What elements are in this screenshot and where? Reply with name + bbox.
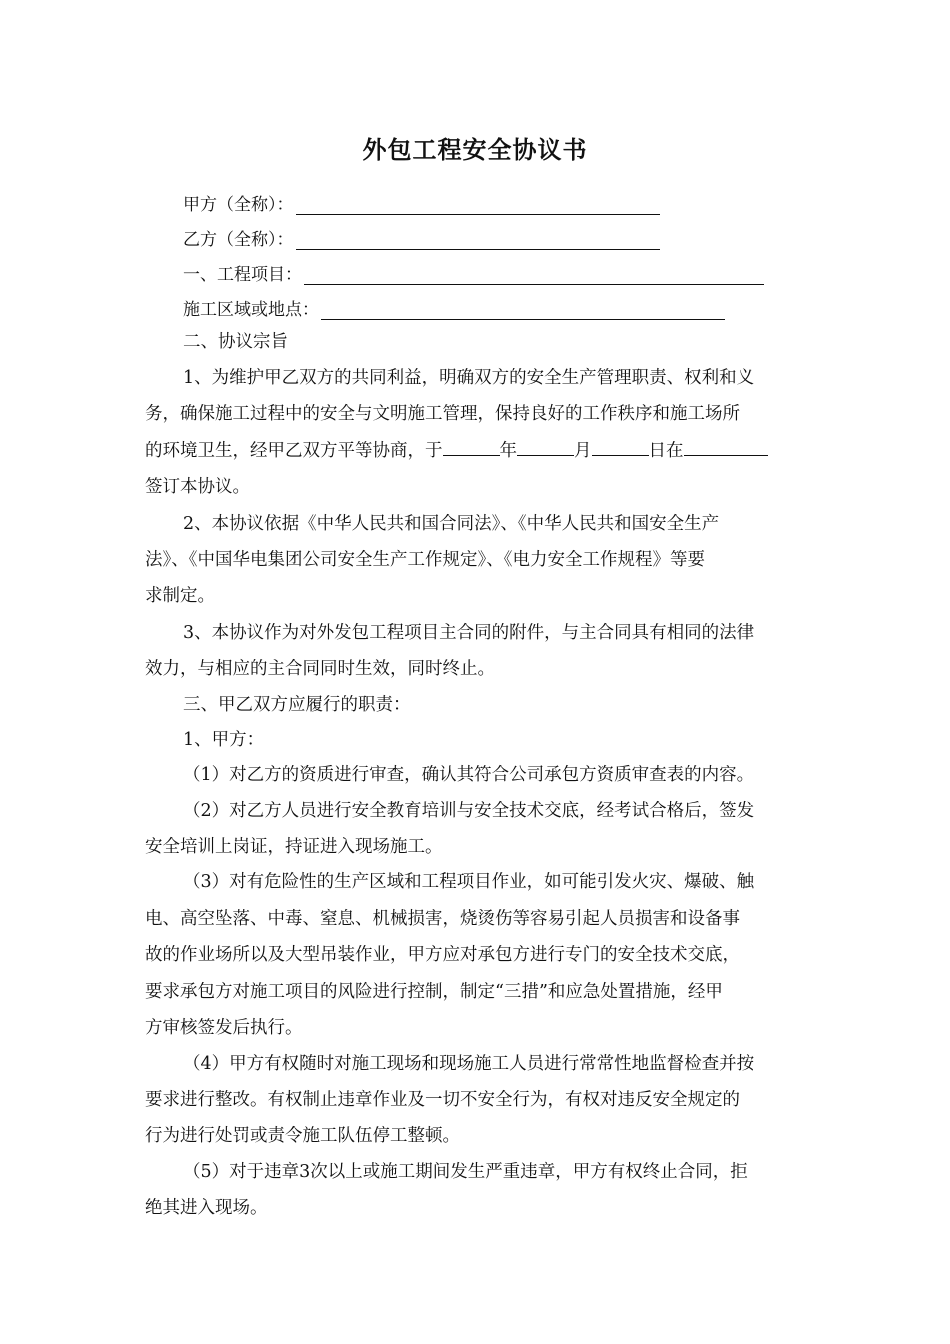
item2-line1: （2）对乙方人员进行安全教育培训与安全技术交底，经考试合格后，签发 (183, 801, 755, 821)
location-field (183, 295, 725, 320)
item3-line4: 要求承包方对施工项目的风险进行控制，制定“三措”和应急处置措施，经甲 (145, 982, 723, 1002)
item4-line3: 行为进行处罚或责令施工队伍停工整顿。 (145, 1126, 460, 1146)
project-blank (304, 264, 764, 285)
p1-line2: 务，确保施工过程中的安全与文明施工管理，保持良好的工作秩序和施工场所 (145, 404, 740, 424)
item3-line2: 电、高空坠落、中毒、窒息、机械损害，烧烫伤等容易引起人员损害和设备事 (145, 909, 740, 929)
month-blank (517, 439, 574, 456)
party-a-field (183, 190, 660, 215)
project-label: 一、工程项目： (183, 265, 302, 285)
p1-line3: 的环境卫生，经甲乙双方平等协商，于 年 月 日在 (145, 437, 768, 462)
item3-line1: （3）对有危险性的生产区域和工程项目作业，如可能引发火灾、爆破、触 (183, 872, 755, 892)
party-a-label: 甲方（全称）： (183, 195, 294, 215)
party-b-field (183, 225, 660, 250)
party-b-label: 乙方（全称）： (183, 230, 294, 250)
p2-line3: 求制定。 (145, 586, 215, 606)
section2-heading: 二、协议宗旨 (183, 332, 288, 352)
document-title: 外包工程安全协议书 (362, 136, 588, 164)
place-blank (684, 439, 768, 456)
project-field (183, 260, 764, 285)
party-a-heading: 1、甲方： (183, 730, 265, 750)
item5-line2: 绝其进入现场。 (145, 1198, 268, 1218)
party-a-blank (296, 194, 660, 215)
item3-line3: 故的作业场所以及大型吊装作业，甲方应对承包方进行专门的安全技术交底， (145, 945, 740, 965)
p1-line1: 1、为维护甲乙双方的共同利益，明确双方的安全生产管理职责、权利和义 (183, 368, 755, 388)
item4-line1: （4）甲方有权随时对施工现场和现场施工人员进行常常性地监督检查并按 (183, 1054, 755, 1074)
day-blank (592, 439, 649, 456)
party-b-blank (296, 229, 660, 250)
item1-line1: （1）对乙方的资质进行审查，确认其符合公司承包方资质审查表的内容。 (183, 765, 755, 785)
year-blank (443, 439, 500, 456)
p2-line2: 法》、《中国华电集团公司安全生产工作规定》、《电力安全工作规程》等要 (145, 550, 705, 570)
p3-line1: 3、本协议作为对外发包工程项目主合同的附件，与主合同具有相同的法律 (183, 623, 755, 643)
item4-line2: 要求进行整改。有权制止违章作业及一切不安全行为，有权对违反安全规定的 (145, 1090, 740, 1110)
item5-line1: （5）对于违章3次以上或施工期间发生严重违章，甲方有权终止合同，拒 (183, 1162, 748, 1182)
location-label: 施工区域或地点： (183, 300, 319, 320)
item2-line2: 安全培训上岗证，持证进入现场施工。 (145, 837, 443, 857)
p3-line2: 效力，与相应的主合同同时生效，同时终止。 (145, 659, 495, 679)
p2-line1: 2、本协议依据《中华人民共和国合同法》、《中华人民共和国安全生产 (183, 514, 720, 534)
section3-heading: 三、甲乙双方应履行的职责： (183, 695, 411, 715)
location-blank (321, 299, 725, 320)
item3-line5: 方审核签发后执行。 (145, 1018, 303, 1038)
p1-line4: 签订本协议。 (145, 477, 250, 497)
